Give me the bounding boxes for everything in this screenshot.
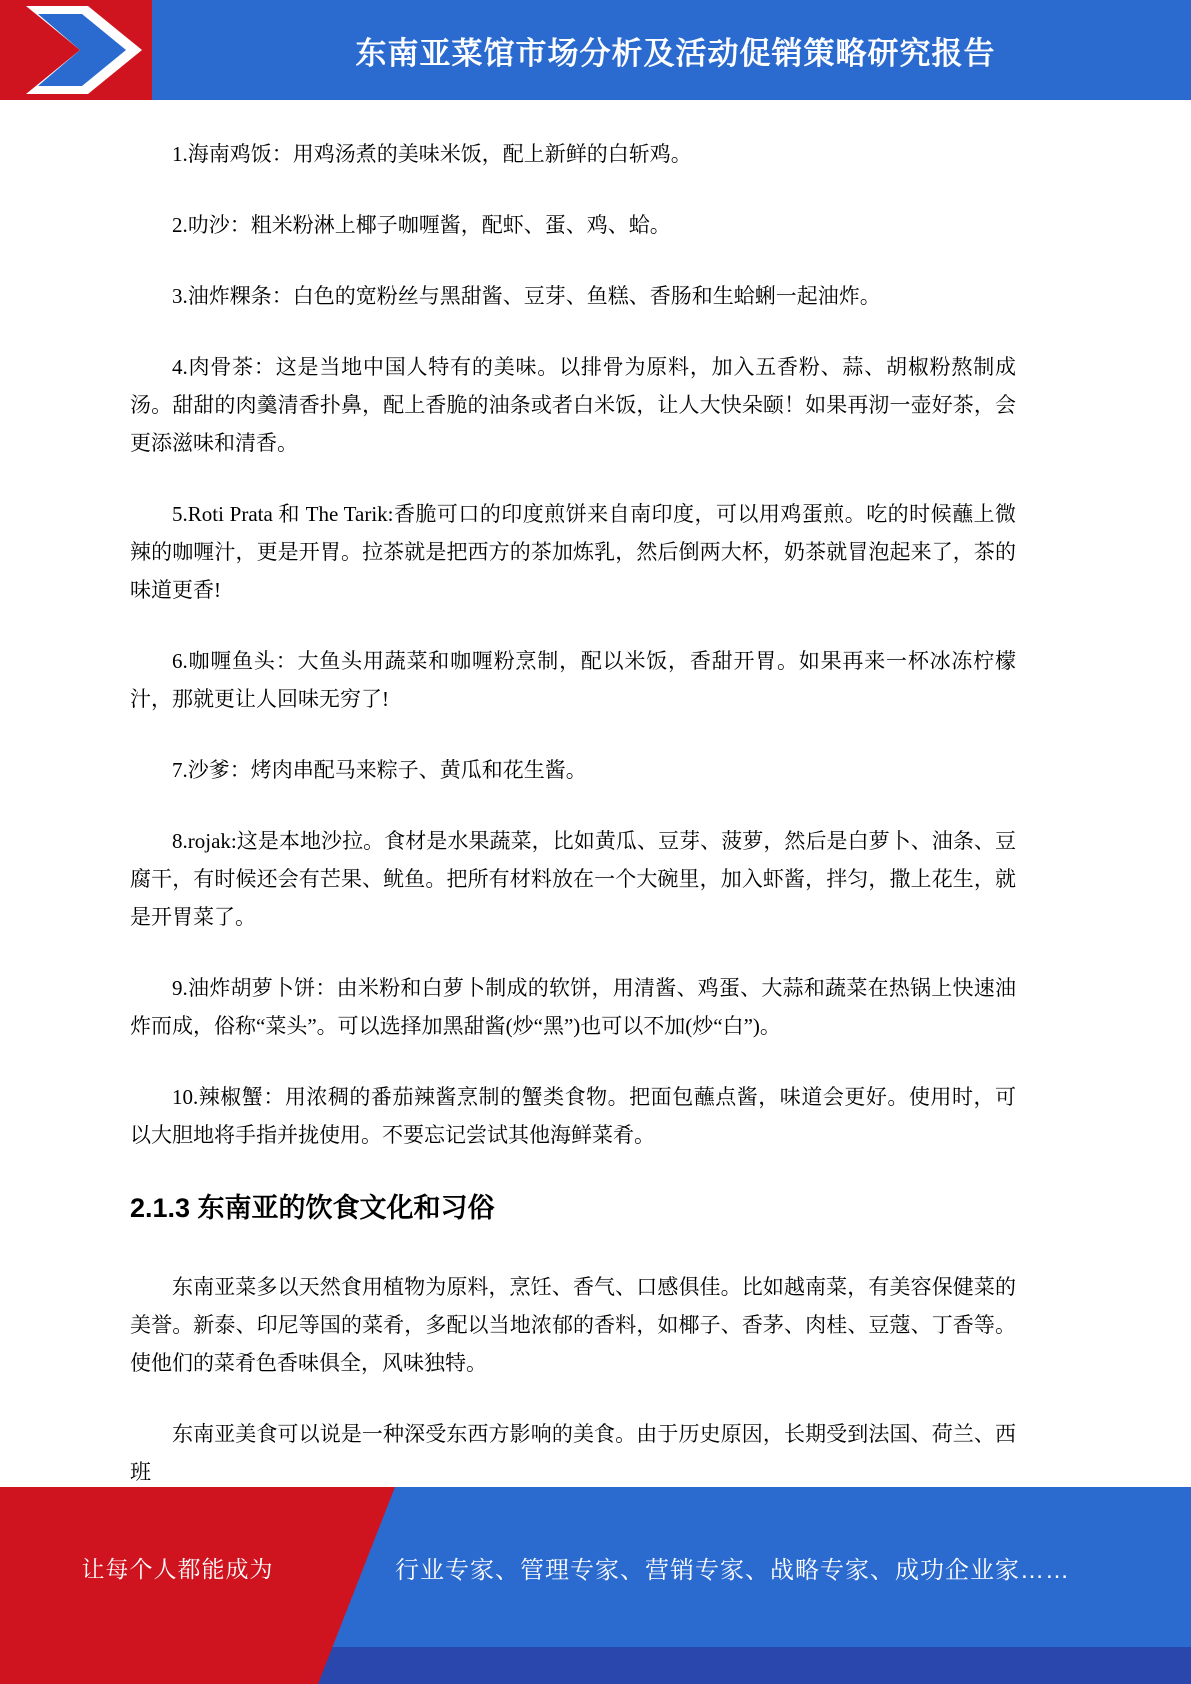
header-arrow-block: [0, 0, 152, 100]
document-body: [0, 100, 1191, 1487]
paragraph-1: 东南亚菜多以天然食用植物为原料，烹饪、香气、口感俱佳。比如越南菜，有美容保健菜的美誉。新泰、印尼等国的菜肴，多配以当地浓郁的香料，如椰子、香茅、肉桂、豆蔻、丁香等。使他们的菜肴色香味俱全，风味独特。: [130, 1275, 1016, 1375]
list-item-8: 8.rojak:这是本地沙拉。食材是水果蔬菜，比如黄瓜、豆芽、菠萝，然后是白萝卜、油条、豆腐干，有时候还会有芒果、鱿鱼。把所有材料放在一个大碗里，加入虾酱，拌匀，撒上花生，就是开胃菜了。: [130, 829, 1016, 929]
list-item-7: 7.沙爹：烤肉串配马来粽子、黄瓜和花生酱。: [172, 758, 587, 782]
list-item-9: 9.油炸胡萝卜饼：由米粉和白萝卜制成的软饼，用清酱、鸡蛋、大蒜和蔬菜在热锅上快速油炸而成，俗称“菜头”。可以选择加黑甜酱(炒“黑”)也可以不加(炒“白”)。: [130, 976, 1016, 1038]
footer-right-text: 行业专家、管理专家、营销专家、战略专家、成功企业家……: [395, 1556, 1070, 1584]
list-item-5: 5.Roti Prata 和 The Tarik:香脆可口的印度煎饼来自南印度，可以用鸡蛋煎。吃的时候蘸上微辣的咖喱汁，更是开胃。拉茶就是把西方的茶加炼乳，然后倒两大杯，奶茶就冒泡起来了，茶的味道更香!: [130, 502, 1016, 602]
footer-left-text: 让每个人都能成为: [81, 1555, 274, 1582]
chevron-right-icon: [0, 0, 152, 100]
list-item-10: 10.辣椒蟹：用浓稠的番茄辣酱烹制的蟹类食物。把面包蘸点酱，味道会更好。使用时，可以大胆地将手指并拢使用。不要忘记尝试其他海鲜菜肴。: [130, 1085, 1016, 1147]
report-title: 东南亚菜馆市场分析及活动促销策略研究报告: [355, 35, 996, 71]
section-heading: 2.1.3 东南亚的饮食文化和习俗: [130, 1193, 495, 1223]
list-item-3: 3.油炸粿条：白色的宽粉丝与黑甜酱、豆芽、鱼糕、香肠和生蛤蜊一起油炸。: [172, 284, 881, 308]
header-banner: [0, 0, 1191, 100]
list-item-2: 2.叻沙：粗米粉淋上椰子咖喱酱，配虾、蛋、鸡、蛤。: [172, 213, 671, 237]
paragraph-2: 东南亚美食可以说是一种深受东西方影响的美食。由于历史原因，长期受到法国、荷兰、西班: [130, 1422, 1016, 1484]
footer: [0, 1487, 1191, 1684]
list-item-6: 6.咖喱鱼头：大鱼头用蔬菜和咖喱粉烹制，配以米饭，香甜开胃。如果再来一杯冰冻柠檬汁，那就更让人回味无穷了!: [130, 649, 1016, 711]
list-item-4: 4.肉骨茶：这是当地中国人特有的美味。以排骨为原料，加入五香粉、蒜、胡椒粉熬制成汤。甜甜的肉羹清香扑鼻，配上香脆的油条或者白米饭，让人大快朵颐！如果再沏一壶好茶，会更添滋味和清香。: [130, 355, 1016, 455]
list-item-1: 1.海南鸡饭：用鸡汤煮的美味米饭，配上新鲜的白斩鸡。: [172, 142, 692, 166]
